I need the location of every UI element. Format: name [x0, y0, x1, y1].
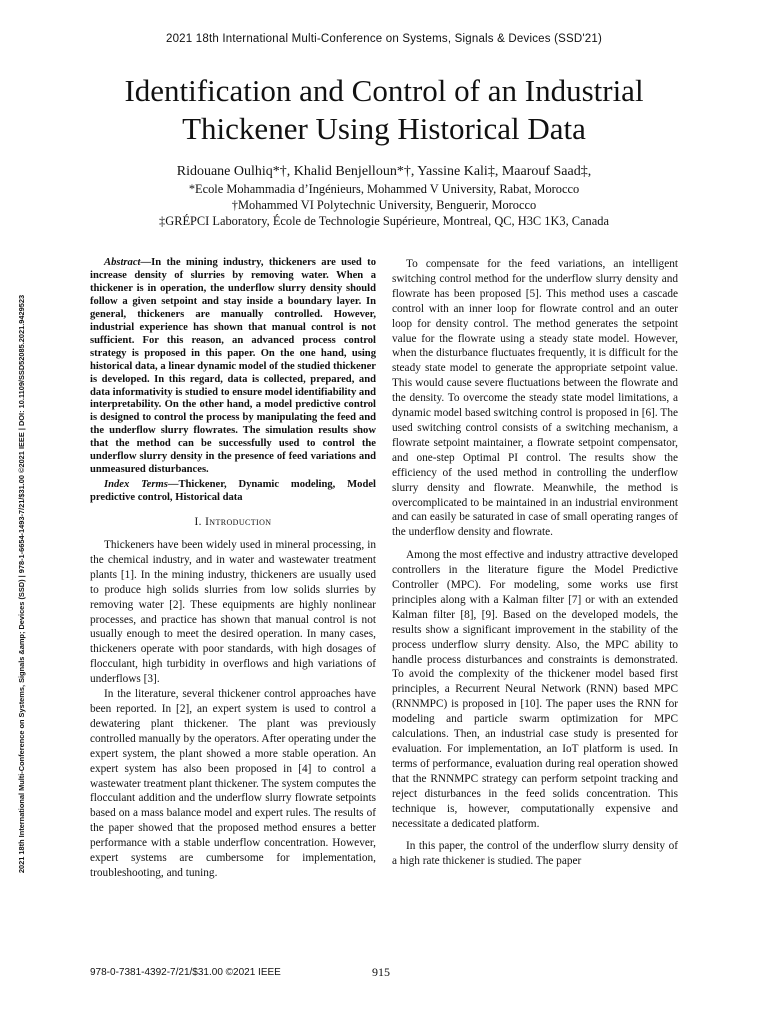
side-doi-strip: 2021 18th International Multi-Conference on Systems, Signals &amp; Devices (SSD) | 978-1-6654-1493-7/21/$31.00 ©2021 IEEE | DOI: 10.1109/SSD52085.2021.9429523	[17, 294, 26, 874]
paper-title	[84, 72, 684, 148]
paragraph: Among the most effective and industry attractive developed controllers in the literature figure the Model Predictive Controller (MPC). For modeling, some works use first principles along with a Kalman filter [7] or with an extended Kalman filter [8], [9]. Based on the developed models, the results show a significant improvement in the stability of the process underflow slurry density. Also, the MPC ability to handle process disturbances and constraints is demonstrated. To avoid the complexity of the thickener model based first principles, a Recurrent Neural Network (RNN) based MPC (RNNMPC) is proposed in [10]. The paper uses the RNN for modeling and particle swarm optimization for MPC calculations. Then, an industrial case study is presented for evaluation. For implementation, an IoT platform is used. In terms of performance, evaluation during real operation showed that the RNNMPC strategy can perform setpoint tracking and reject disturbances in the feed solids concentration. This technique is, however, computationally expensive and necessitate a dedicated platform.	[392, 549, 678, 830]
author-list: Ridouane Oulhiq*†, Khalid Benjelloun*†, Yassine Kali‡, Maarouf Saad‡,	[176, 164, 592, 179]
section-heading	[90, 515, 376, 530]
abstract-body: —In the mining industry, thickeners are used to increase density of slurries by removing water. When a thickener is in operation, the underflow slurry density should follow a given setpoint and stay inside a boundary layer. In general, thickeners are manually controlled. However, industrial experience has shown that manual control is not sufficient. For this reason, an advanced process control strategy is proposed in this paper. On the one hand, using historical data, a linear dynamic model of the studied thickener is developed. In this regard, data is collected, prepared, and data informativity is studied to ensure model identifiability and interpretability. On the other hand, a model predictive control is designed to control the process by manipulating the feed and the underflow slurry flowrates. The simulation results show that the method can be successfully used to control the underflow slurry density in the presence of feed variations and unmeasured disturbances.	[90, 257, 376, 476]
footer-isbn: 978-0-7381-4392-7/21/$31.00 ©2021 IEEE	[90, 967, 281, 978]
abstract-label: Abstract	[104, 257, 141, 268]
title-line-1: Identification and Control of an Industrial	[124, 73, 644, 108]
paragraph: Thickeners have been widely used in mineral processing, in the chemical industry, and in water and wastewater treatment plants [1]. In the mining industry, thickeners are usually used to produce high solids slurries from low solids slurries by removing water [2]. These equipments are highly nonlinear processes, and practice has shown that manual control is not usually enough to meet the desired operation. In many cases, thickeners operate with poor standards, with high dosages of flocculant, high turbidity in overflows and high variations of underflows [3].	[90, 539, 376, 686]
paragraph: To compensate for the feed variations, an intelligent switching control method for the underflow slurry density and flowrate has been proposed [5]. This method uses a cascade control with an inner loop for flowrate control and an outer loop for density control. The method generates the setpoint value for the flowrate using a steady state model. However, when the disturbance fluctuates frequently, it is difficult for the steady state model to generate the appropriate setpoint value. This would cause severe fluctuations between the flowrate and the density. To overcome the steady state model limitations, a dynamic model based switching control is proposed in [6]. The used switching control consists of a switching mechanism, a flowrate setpoint maintainer, a flowrate setpoint compensator, and one-step Optimal PI control. The results show the efficiency of the used method in controlling the underflow slurry density and flowrate. Meanwhile, the method is overcomplicated to be maintained in an industrial environment and can easily be saturated in case of small operating ranges of the underflow density and flowrate.	[392, 258, 678, 539]
affiliation-1: *Ecole Mohammadia d’Ingénieurs, Mohammed V University, Rabat, Morocco	[188, 182, 580, 196]
right-column	[392, 257, 678, 869]
index-terms	[90, 479, 376, 505]
affiliation-2: †Mohammed VI Polytechnic University, Benguerir, Morocco	[231, 198, 537, 212]
index-terms-body: —Thickener, Dynamic modeling, Model predictive control, Historical data	[90, 479, 376, 504]
affiliation-3: ‡GRÉPCI Laboratory, École de Technologie Supérieure, Montreal, QC, H3C 1K3, Canada	[159, 214, 609, 228]
index-terms-label: Index Terms	[104, 479, 168, 491]
left-column	[90, 257, 376, 881]
paragraph: In this paper, the control of the underflow slurry density of a high rate thickener is studied. The paper	[392, 840, 678, 868]
page-number: 915	[372, 965, 390, 979]
section-title: Introduction	[205, 516, 272, 529]
title-line-2: Thickener Using Historical Data	[182, 111, 586, 146]
conference-header: 2021 18th International Multi-Conference on Systems, Signals & Devices (SSD'21)	[165, 33, 603, 45]
section-number: I.	[194, 516, 202, 529]
abstract	[90, 257, 376, 477]
paragraph: In the literature, several thickener control approaches have been reported. In [2], an expert system is used to control a dewatering plant thickener. The plant was previously controlled manually by the operators. After operating under the expert system, the plant showed a more stable operation. An expert system has also been proposed in [4] to control a wastewater treatment plant thickener. The system computes the flocculant addition and the underflow slurry flowrate setpoints based on a mass balance model and expert rules. The results of the paper showed that the proposed method ensures a better performance with a stable underflow concentration. However, expert systems are cumbersome for implementation, troubleshooting, and tuning.	[90, 688, 376, 879]
